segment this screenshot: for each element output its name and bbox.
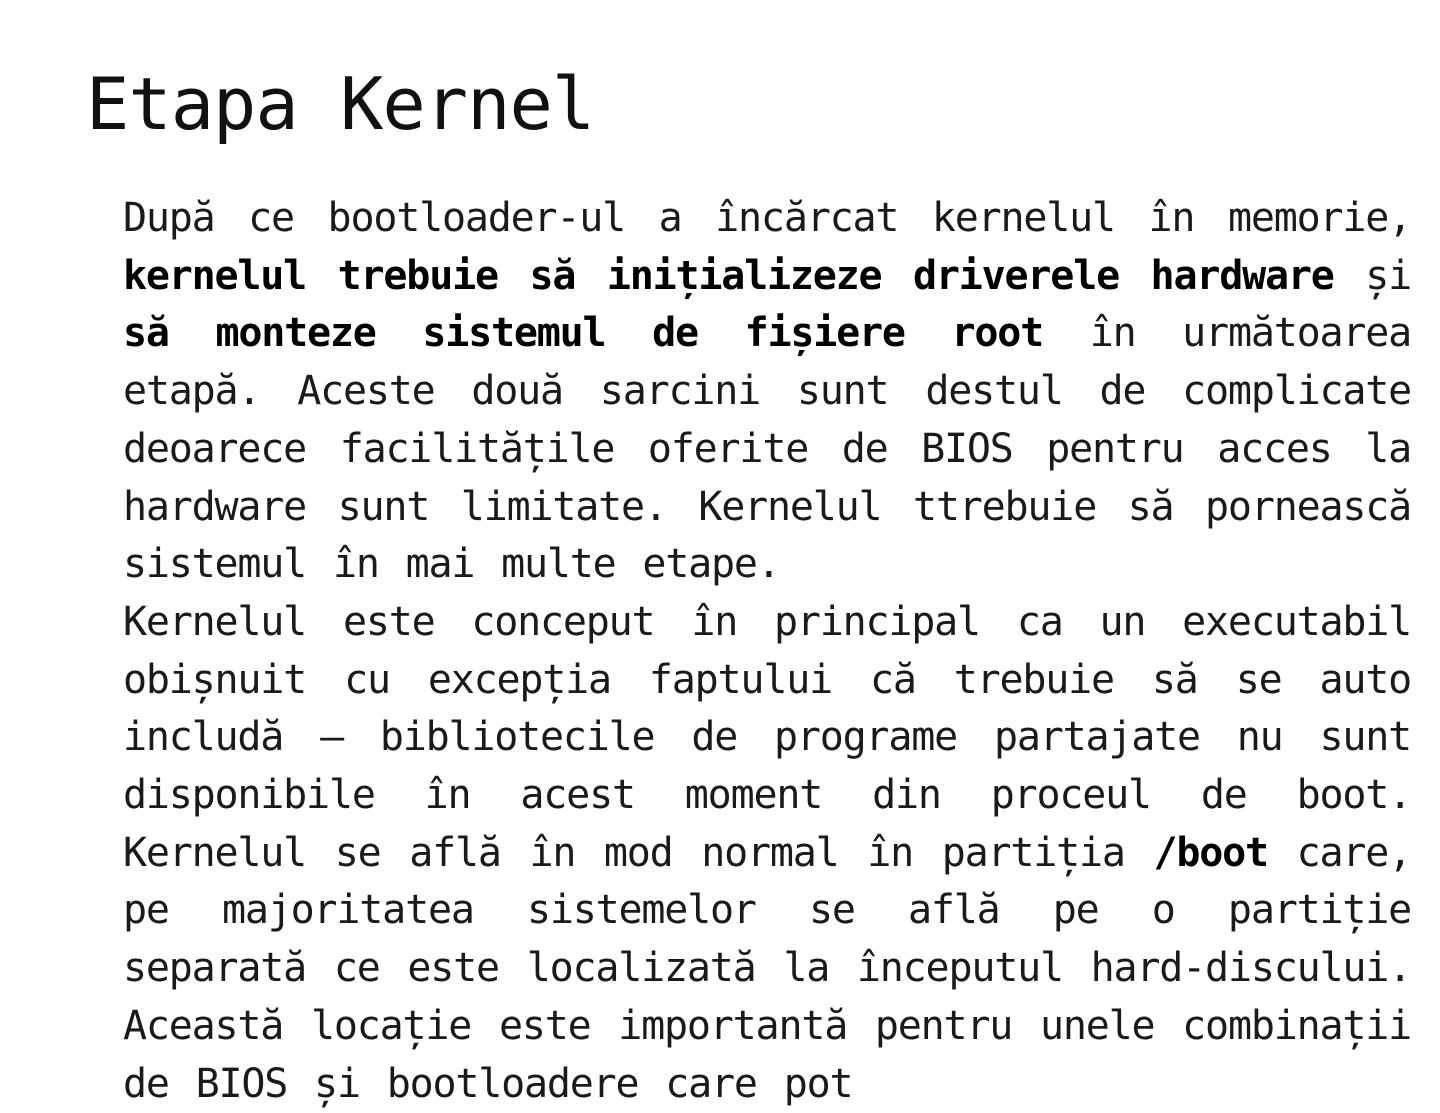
paragraph-text: și bbox=[1333, 252, 1411, 299]
emphasis-boot-partition: /boot bbox=[1153, 829, 1268, 876]
paragraph-text: Kernelul este conceput în principal ca un executabil obișnuit cu excepția faptului că trebuie să se auto includă — bibliotecile de programe partajate nu sunt disponibile în acest moment din proceul de boot. Kernelul se află în mod normal în partiția bbox=[123, 598, 1411, 876]
paragraph-bootloader bbox=[123, 190, 1411, 594]
emphasis-mount-root: să monteze sistemul de fișiere root bbox=[123, 310, 1043, 357]
paragraph-text: în următoarea etapă. Aceste două sarcini sunt destul de complicate deoarece facilitățile oferite de BIOS pentru acces la hardware sunt limitate. Kernelul ttrebuie să pornească sistemul în mai multe etape. bbox=[123, 310, 1411, 588]
emphasis-init-drivers: kernelul trebuie să inițializeze driverele hardware bbox=[123, 252, 1334, 299]
paragraph-text: care, pe majoritatea sistemelor se află pe o partiție separată ce este localizată la începutul hard-discului. Această locație este importantă pentru unele combinații de BIOS și bootloadere care pot bbox=[123, 829, 1411, 1107]
paragraph-kernel-executable bbox=[123, 594, 1411, 1113]
slide-body bbox=[123, 190, 1411, 1113]
paragraph-text: După ce bootloader-ul a încărcat kernelul în memorie, bbox=[123, 195, 1411, 241]
slide-title: Etapa Kernel bbox=[86, 62, 595, 146]
